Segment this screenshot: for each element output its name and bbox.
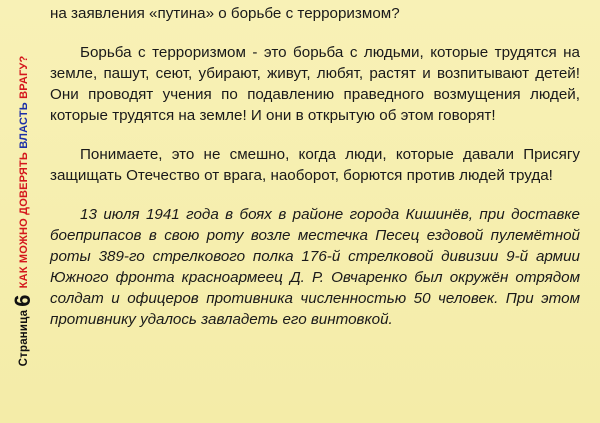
title-part-1: КАК МОЖНО (18, 214, 30, 289)
paragraph-3: Понимаете, это не смешно, когда люди, которые давали Присягу защищать Отечество от врага, наоборот, борются против людей труда! (50, 146, 580, 184)
page-label: Страница (18, 309, 30, 367)
paragraph-1: на заявления «путина» о борьбе с терроризмом? (50, 5, 400, 22)
paragraph-2: Борьба с терроризмом - это борьба с людьми, которые трудятся на земле, пашут, сеют, убирают, живут, любят, растят и возпитывают детей! Они проводят учения по подавлению праведного возмущения людей, которые трудятся на земле! И они в открытую об этом говорят! (50, 44, 580, 124)
title-part-4: ВРАГУ? (18, 55, 30, 99)
page-number: 6 (10, 294, 35, 307)
paragraph-4: 13 июля 1941 года в боях в районе города Кишинёв, при доставке боеприпасов в свою роту возле местечка Песец ездовой пулемётной роты 389-го стрелкового полка 176-й стрелковой дивизии 9-й армии Южного фронта красноармеец Д. Р. Овчаренко был окружён отрядом солдат и офицеров противника численностью 50 человек. При этом противнику удалось завладеть его винтовкой. (50, 206, 580, 328)
sidebar (0, 0, 48, 423)
title-part-3: ВЛАСТЬ (18, 98, 30, 149)
main-text (50, 3, 580, 330)
sidebar-vertical-title (12, 56, 34, 367)
title-part-2: ДОВЕРЯТЬ (18, 148, 30, 215)
